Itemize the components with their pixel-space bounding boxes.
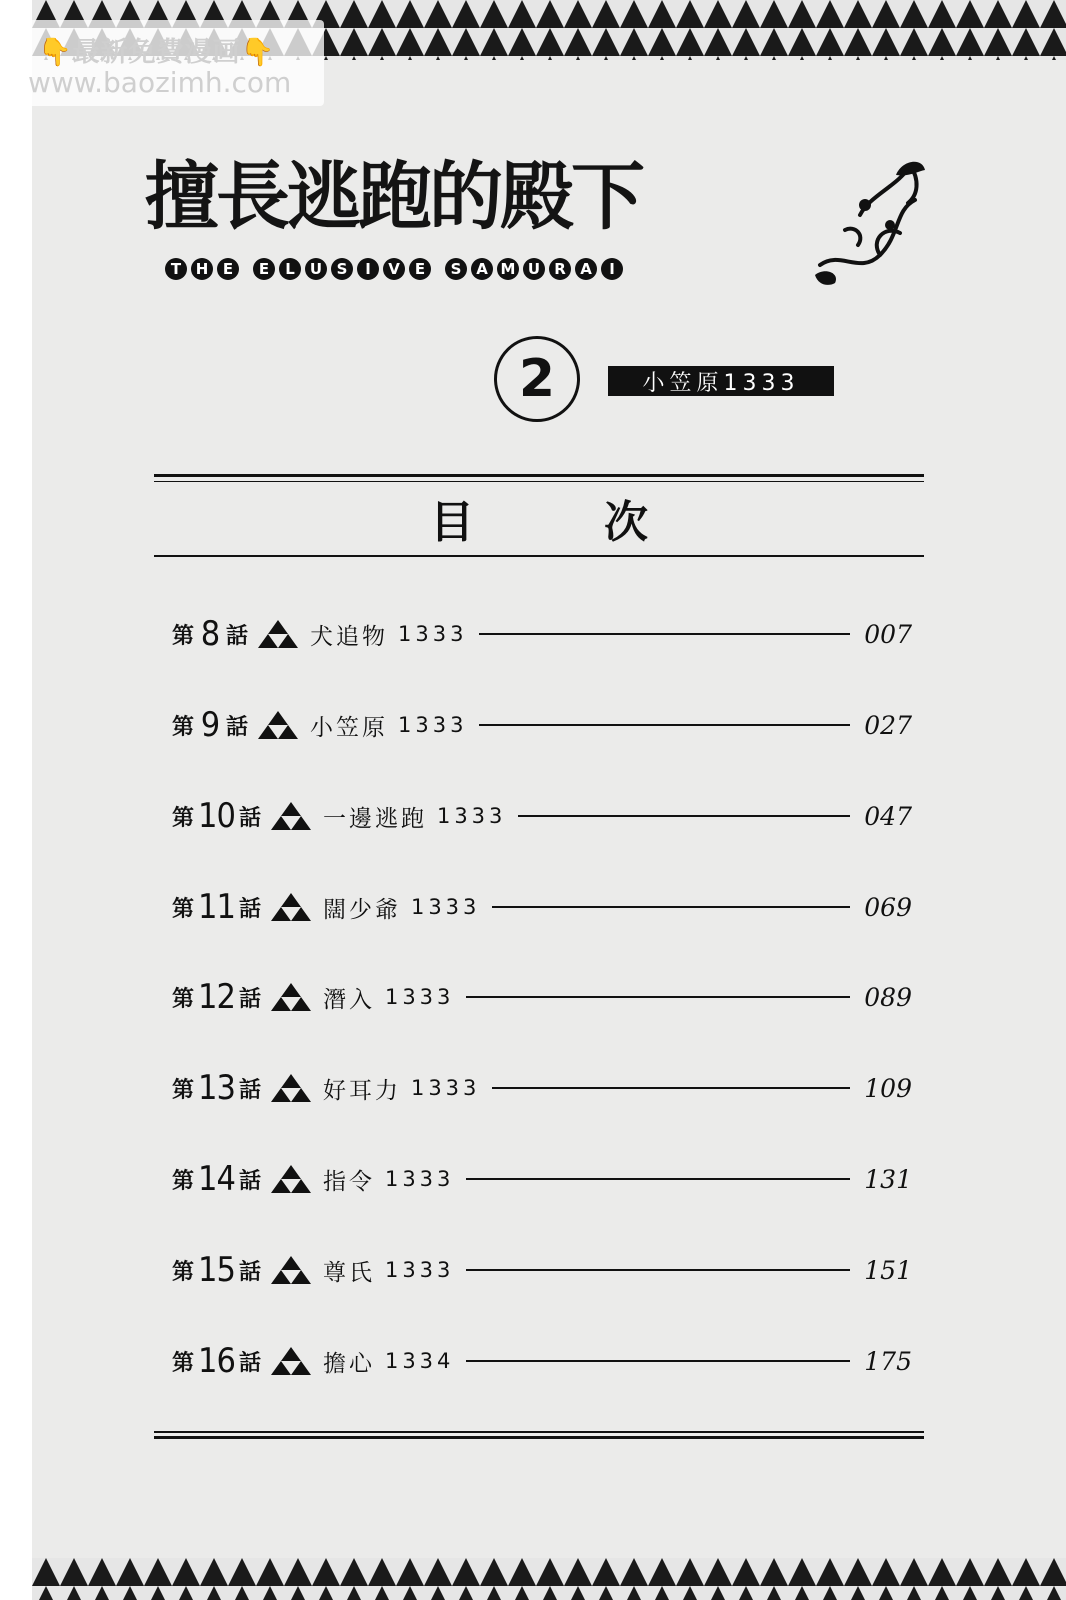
- subtitle-letter: R: [549, 258, 571, 280]
- page-number: 007: [864, 619, 912, 649]
- subtitle-letter: A: [471, 258, 493, 280]
- page-number: 089: [864, 982, 912, 1012]
- chapter-suffix: 話: [226, 714, 249, 740]
- subtitle-letter: E: [409, 258, 431, 280]
- chapter-number: 15: [198, 1250, 235, 1290]
- divider-top: [154, 474, 924, 477]
- toc-entry[interactable]: [172, 1154, 912, 1204]
- chapter-number: 9: [200, 705, 220, 745]
- triforce-icon: [258, 619, 298, 649]
- subtitle-letter: V: [383, 258, 405, 280]
- chapter-year: 1333: [410, 1076, 481, 1100]
- chapter-number: 11: [198, 887, 235, 927]
- chapter-prefix: 第: [172, 805, 195, 831]
- page-number: 151: [864, 1255, 912, 1285]
- chapter-prefix: 第: [172, 1259, 195, 1285]
- triforce-icon: [271, 1073, 311, 1103]
- hand-pointer-icon: 👇: [240, 37, 276, 68]
- leader-line: [466, 996, 850, 998]
- chapter-suffix: 話: [238, 1077, 261, 1103]
- chapter-suffix: 話: [238, 1350, 261, 1376]
- chapter-prefix: 第: [172, 714, 195, 740]
- chapter-suffix: 話: [238, 1168, 261, 1194]
- chapter-year: 1333: [410, 895, 481, 919]
- leader-line: [466, 1178, 850, 1180]
- chapter-number: 13: [198, 1068, 235, 1108]
- divider-bottom: [154, 1436, 924, 1439]
- triforce-icon: [258, 710, 298, 740]
- subtitle-letter: I: [357, 258, 379, 280]
- chapter-title: 闊少爺: [322, 896, 401, 923]
- chapter-suffix: 話: [238, 1259, 261, 1285]
- chapter-number: 10: [198, 796, 235, 836]
- chapter-number: 12: [198, 977, 235, 1017]
- chapter-suffix: 話: [226, 623, 249, 649]
- chapter-suffix: 話: [238, 805, 261, 831]
- chapter-year: 1333: [384, 1167, 455, 1191]
- subtitle-letter: S: [445, 258, 467, 280]
- toc-entry[interactable]: [172, 609, 912, 659]
- chapter-year: 1333: [384, 1258, 455, 1282]
- chapter-title: 擔心: [322, 1350, 375, 1377]
- chapter-prefix: 第: [172, 1168, 195, 1194]
- chapter-title: 指令: [322, 1168, 375, 1195]
- chapter-number: 16: [198, 1341, 235, 1381]
- flourish-icon: [800, 155, 930, 290]
- author-label: 小笠原1333: [608, 366, 834, 396]
- chapter-year: 1333: [398, 713, 468, 737]
- toc-entry[interactable]: [172, 700, 912, 750]
- leader-line: [518, 815, 850, 817]
- subtitle-letter: U: [305, 258, 327, 280]
- subtitle-letter: S: [331, 258, 353, 280]
- subtitle-letter: H: [191, 258, 213, 280]
- page-number: 027: [864, 710, 912, 740]
- bottom-triangle-band: [32, 1558, 1066, 1600]
- leader-line: [466, 1269, 850, 1271]
- volume-number: 2: [494, 336, 580, 422]
- toc-entry[interactable]: [172, 1336, 912, 1386]
- leader-line: [466, 1360, 850, 1362]
- chapter-title: 潛入: [322, 986, 375, 1013]
- chapter-year: 1333: [384, 985, 455, 1009]
- chapter-number: 14: [198, 1159, 235, 1199]
- leader-line: [492, 1087, 850, 1089]
- subtitle-letter: A: [575, 258, 597, 280]
- chapter-prefix: 第: [172, 896, 195, 922]
- watermark-text: [38, 30, 308, 69]
- triforce-icon: [271, 1346, 311, 1376]
- hand-pointer-icon: 👇: [38, 37, 73, 68]
- watermark-url[interactable]: www.baozimh.com: [28, 66, 292, 99]
- page-number: 131: [864, 1164, 912, 1194]
- chapter-title: 小笠原: [310, 714, 389, 741]
- left-margin: [0, 0, 32, 1600]
- subtitle-letter: M: [497, 258, 519, 280]
- chapter-suffix: 話: [238, 896, 261, 922]
- subtitle-letter: E: [253, 258, 275, 280]
- toc-entry[interactable]: [172, 791, 912, 841]
- toc-entry[interactable]: [172, 972, 912, 1022]
- chapter-prefix: 第: [172, 986, 195, 1012]
- toc-entry[interactable]: [172, 1063, 912, 1113]
- divider-bottom-thin: [154, 1431, 924, 1433]
- triforce-icon: [271, 1255, 311, 1285]
- subtitle-letter: E: [217, 258, 239, 280]
- triforce-icon: [271, 801, 311, 831]
- leader-line: [479, 724, 850, 726]
- subtitle-letter: L: [279, 258, 301, 280]
- page-number: 175: [864, 1346, 912, 1376]
- leader-line: [492, 906, 850, 908]
- toc-entry[interactable]: [172, 1245, 912, 1295]
- leader-line: [479, 633, 850, 635]
- book-title: 擅長逃跑的殿下: [145, 154, 642, 240]
- chapter-prefix: 第: [172, 1350, 195, 1376]
- watermark-label: 最新免費漫画: [72, 37, 241, 68]
- chapter-title: 一邊逃跑: [322, 805, 427, 832]
- chapter-title: 犬追物: [310, 623, 389, 650]
- page-number: 069: [864, 892, 912, 922]
- chapter-prefix: 第: [172, 623, 195, 649]
- chapter-year: 1333: [436, 804, 507, 828]
- subtitle-letter: U: [523, 258, 545, 280]
- subtitle-letter: T: [165, 258, 187, 280]
- triforce-icon: [271, 982, 311, 1012]
- chapter-prefix: 第: [172, 1077, 195, 1103]
- chapter-title: 尊氏: [322, 1259, 375, 1286]
- chapter-suffix: 話: [238, 986, 261, 1012]
- divider-top-thin: [154, 481, 924, 482]
- toc-heading: 目次: [430, 497, 778, 548]
- divider-heading: [154, 555, 924, 557]
- toc-entry[interactable]: [172, 882, 912, 932]
- triforce-icon: [271, 892, 311, 922]
- chapter-year: 1333: [398, 622, 468, 646]
- subtitle-letter: I: [601, 258, 623, 280]
- chapter-year: 1334: [384, 1349, 455, 1373]
- english-subtitle: [165, 258, 623, 280]
- page-number: 109: [864, 1073, 912, 1103]
- chapter-number: 8: [200, 614, 220, 654]
- page-number: 047: [864, 801, 912, 831]
- triforce-icon: [271, 1164, 311, 1194]
- chapter-title: 好耳力: [322, 1077, 401, 1104]
